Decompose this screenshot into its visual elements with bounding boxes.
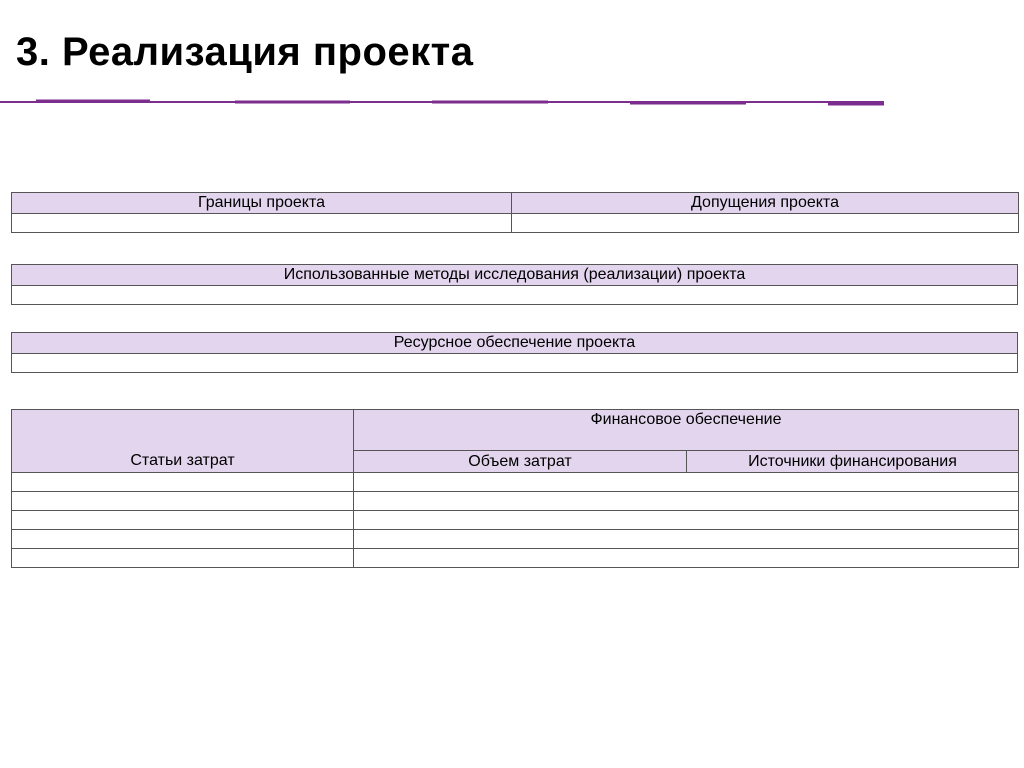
title-underline: [0, 98, 884, 106]
cost-items-header: Статьи затрат: [12, 451, 354, 473]
table-row: [12, 549, 1019, 568]
cost-detail-cell[interactable]: [354, 549, 1019, 568]
project-assumptions-cell[interactable]: [512, 214, 1019, 233]
research-methods-header: Использованные методы исследования (реализации) проекта: [12, 265, 1018, 286]
cost-item-cell[interactable]: [12, 511, 354, 530]
finance-blank-cell-left: [12, 410, 354, 451]
cost-item-cell[interactable]: [12, 530, 354, 549]
table-row: [12, 530, 1019, 549]
research-methods-cell[interactable]: [12, 286, 1018, 305]
cost-detail-cell[interactable]: [354, 492, 1019, 511]
project-assumptions-header: Допущения проекта: [512, 193, 1019, 214]
funding-sources-header: Источники финансирования: [687, 451, 1019, 473]
table-row: [12, 473, 1019, 492]
research-methods-table: [11, 264, 1018, 305]
cost-detail-cell[interactable]: [354, 530, 1019, 549]
project-boundaries-cell[interactable]: [12, 214, 512, 233]
cost-item-cell[interactable]: [12, 492, 354, 511]
resource-support-cell[interactable]: [12, 354, 1018, 373]
financial-support-table: [11, 409, 1019, 568]
cost-item-cell[interactable]: [12, 549, 354, 568]
project-boundaries-header: Границы проекта: [12, 193, 512, 214]
resource-support-header: Ресурсное обеспечение проекта: [12, 333, 1018, 354]
cost-detail-cell[interactable]: [354, 511, 1019, 530]
financial-support-title-text: Финансовое обеспечение: [590, 411, 782, 428]
cost-detail-cell[interactable]: [354, 473, 1019, 492]
financial-support-title: [354, 410, 1019, 451]
cost-item-cell[interactable]: [12, 473, 354, 492]
resource-support-table: [11, 332, 1018, 373]
slide-title: 3. Реализация проекта: [16, 30, 474, 74]
table-row: [12, 492, 1019, 511]
cost-volume-header: Объем затрат: [354, 451, 687, 473]
table-row: [12, 511, 1019, 530]
project-boundaries-table: [11, 192, 1019, 233]
